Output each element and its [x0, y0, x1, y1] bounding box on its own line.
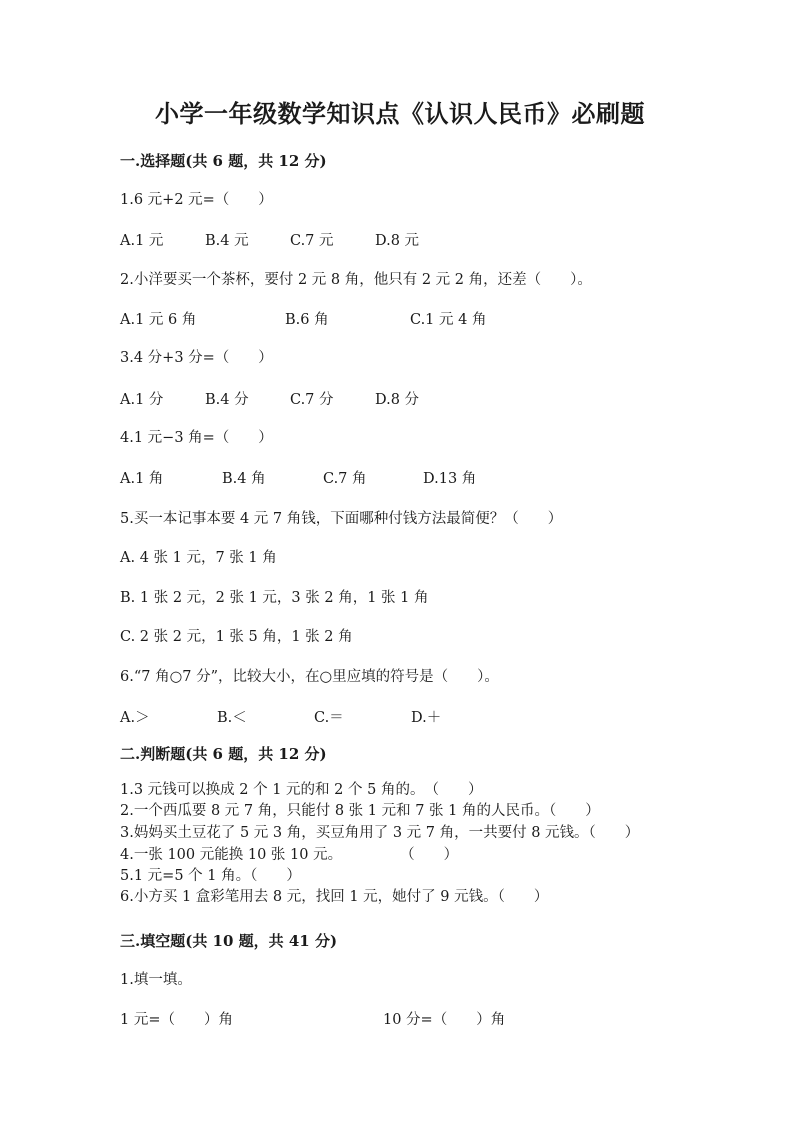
- fill-blank-fen-to-jiao: 10 分=（ ）角: [383, 1012, 506, 1028]
- q4-option-b: B.4 角: [222, 471, 266, 487]
- judgment-item-2: 2.一个西瓜要 8 元 7 角，只能付 8 张 1 元和 7 张 1 角的人民币。（ ）: [120, 803, 600, 819]
- page-title: 小学一年级数学知识点《认识人民币》必刷题: [155, 99, 645, 128]
- q3-option-b: B.4 分: [205, 392, 249, 408]
- fill-blank-yuan-to-jiao: 1 元=（ ）角: [120, 1012, 233, 1028]
- judgment-item-5: 5.1 元=5 个 1 角。（ ）: [120, 868, 301, 884]
- q4-option-c: C.7 角: [323, 471, 367, 487]
- q6-option-c: C.＝: [314, 710, 344, 726]
- judgment-item-3: 3.妈妈买土豆花了 5 元 3 角，买豆角用了 3 元 7 角，一共要付 8 元钱。（ ）: [120, 825, 640, 841]
- q5-option-c: C. 2 张 2 元，1 张 5 角，1 张 2 角: [120, 629, 353, 645]
- q5-option-a: A. 4 张 1 元，7 张 1 角: [120, 550, 277, 566]
- q3-option-c: C.7 分: [290, 392, 334, 408]
- judgment-item-1: 1.3 元钱可以换成 2 个 1 元的和 2 个 5 角的。 （ ）: [120, 782, 483, 798]
- q2-option-b: B.6 角: [285, 312, 329, 328]
- section-heading-choice: 一.选择题(共 6 题，共 12 分): [120, 152, 327, 170]
- question-4-stem: 4.1 元−3 角=（ ）: [120, 430, 273, 446]
- question-3-stem: 3.4 分+3 分=（ ）: [120, 350, 273, 366]
- q3-option-a: A.1 分: [120, 392, 164, 408]
- judgment-item-4: 4.一张 100 元能换 10 张 10 元。 （ ）: [120, 847, 459, 863]
- q1-option-a: A.1 元: [120, 233, 164, 249]
- question-5-stem: 5.买一本记事本要 4 元 7 角钱，下面哪种付钱方法最简便？（ ）: [120, 511, 563, 527]
- question-2-stem: 2.小洋要买一个茶杯，要付 2 元 8 角，他只有 2 元 2 角，还差（ ）。: [120, 272, 592, 288]
- q1-option-c: C.7 元: [290, 233, 334, 249]
- question-1-stem: 1.6 元+2 元=（ ）: [120, 192, 273, 208]
- q1-option-d: D.8 元: [375, 233, 420, 249]
- q4-option-d: D.13 角: [423, 471, 477, 487]
- q2-option-a: A.1 元 6 角: [120, 312, 197, 328]
- q4-option-a: A.1 角: [120, 471, 164, 487]
- q2-option-c: C.1 元 4 角: [410, 312, 487, 328]
- q3-option-d: D.8 分: [375, 392, 420, 408]
- q1-option-b: B.4 元: [205, 233, 249, 249]
- q5-option-b: B. 1 张 2 元，2 张 1 元，3 张 2 角，1 张 1 角: [120, 590, 429, 606]
- question-6-stem: 6.“7 角○7 分”，比较大小，在○里应填的符号是（ ）。: [120, 669, 499, 685]
- judgment-item-6: 6.小方买 1 盒彩笔用去 8 元，找回 1 元，她付了 9 元钱。（ ）: [120, 889, 549, 905]
- section-heading-judgment: 二.判断题(共 6 题，共 12 分): [120, 745, 327, 763]
- q6-option-b: B.＜: [217, 710, 247, 726]
- q6-option-d: D.＋: [411, 710, 442, 726]
- fill-question-1-stem: 1.填一填。: [120, 972, 192, 988]
- q6-option-a: A.＞: [120, 710, 150, 726]
- section-heading-fill-blank: 三.填空题(共 10 题，共 41 分): [120, 932, 338, 950]
